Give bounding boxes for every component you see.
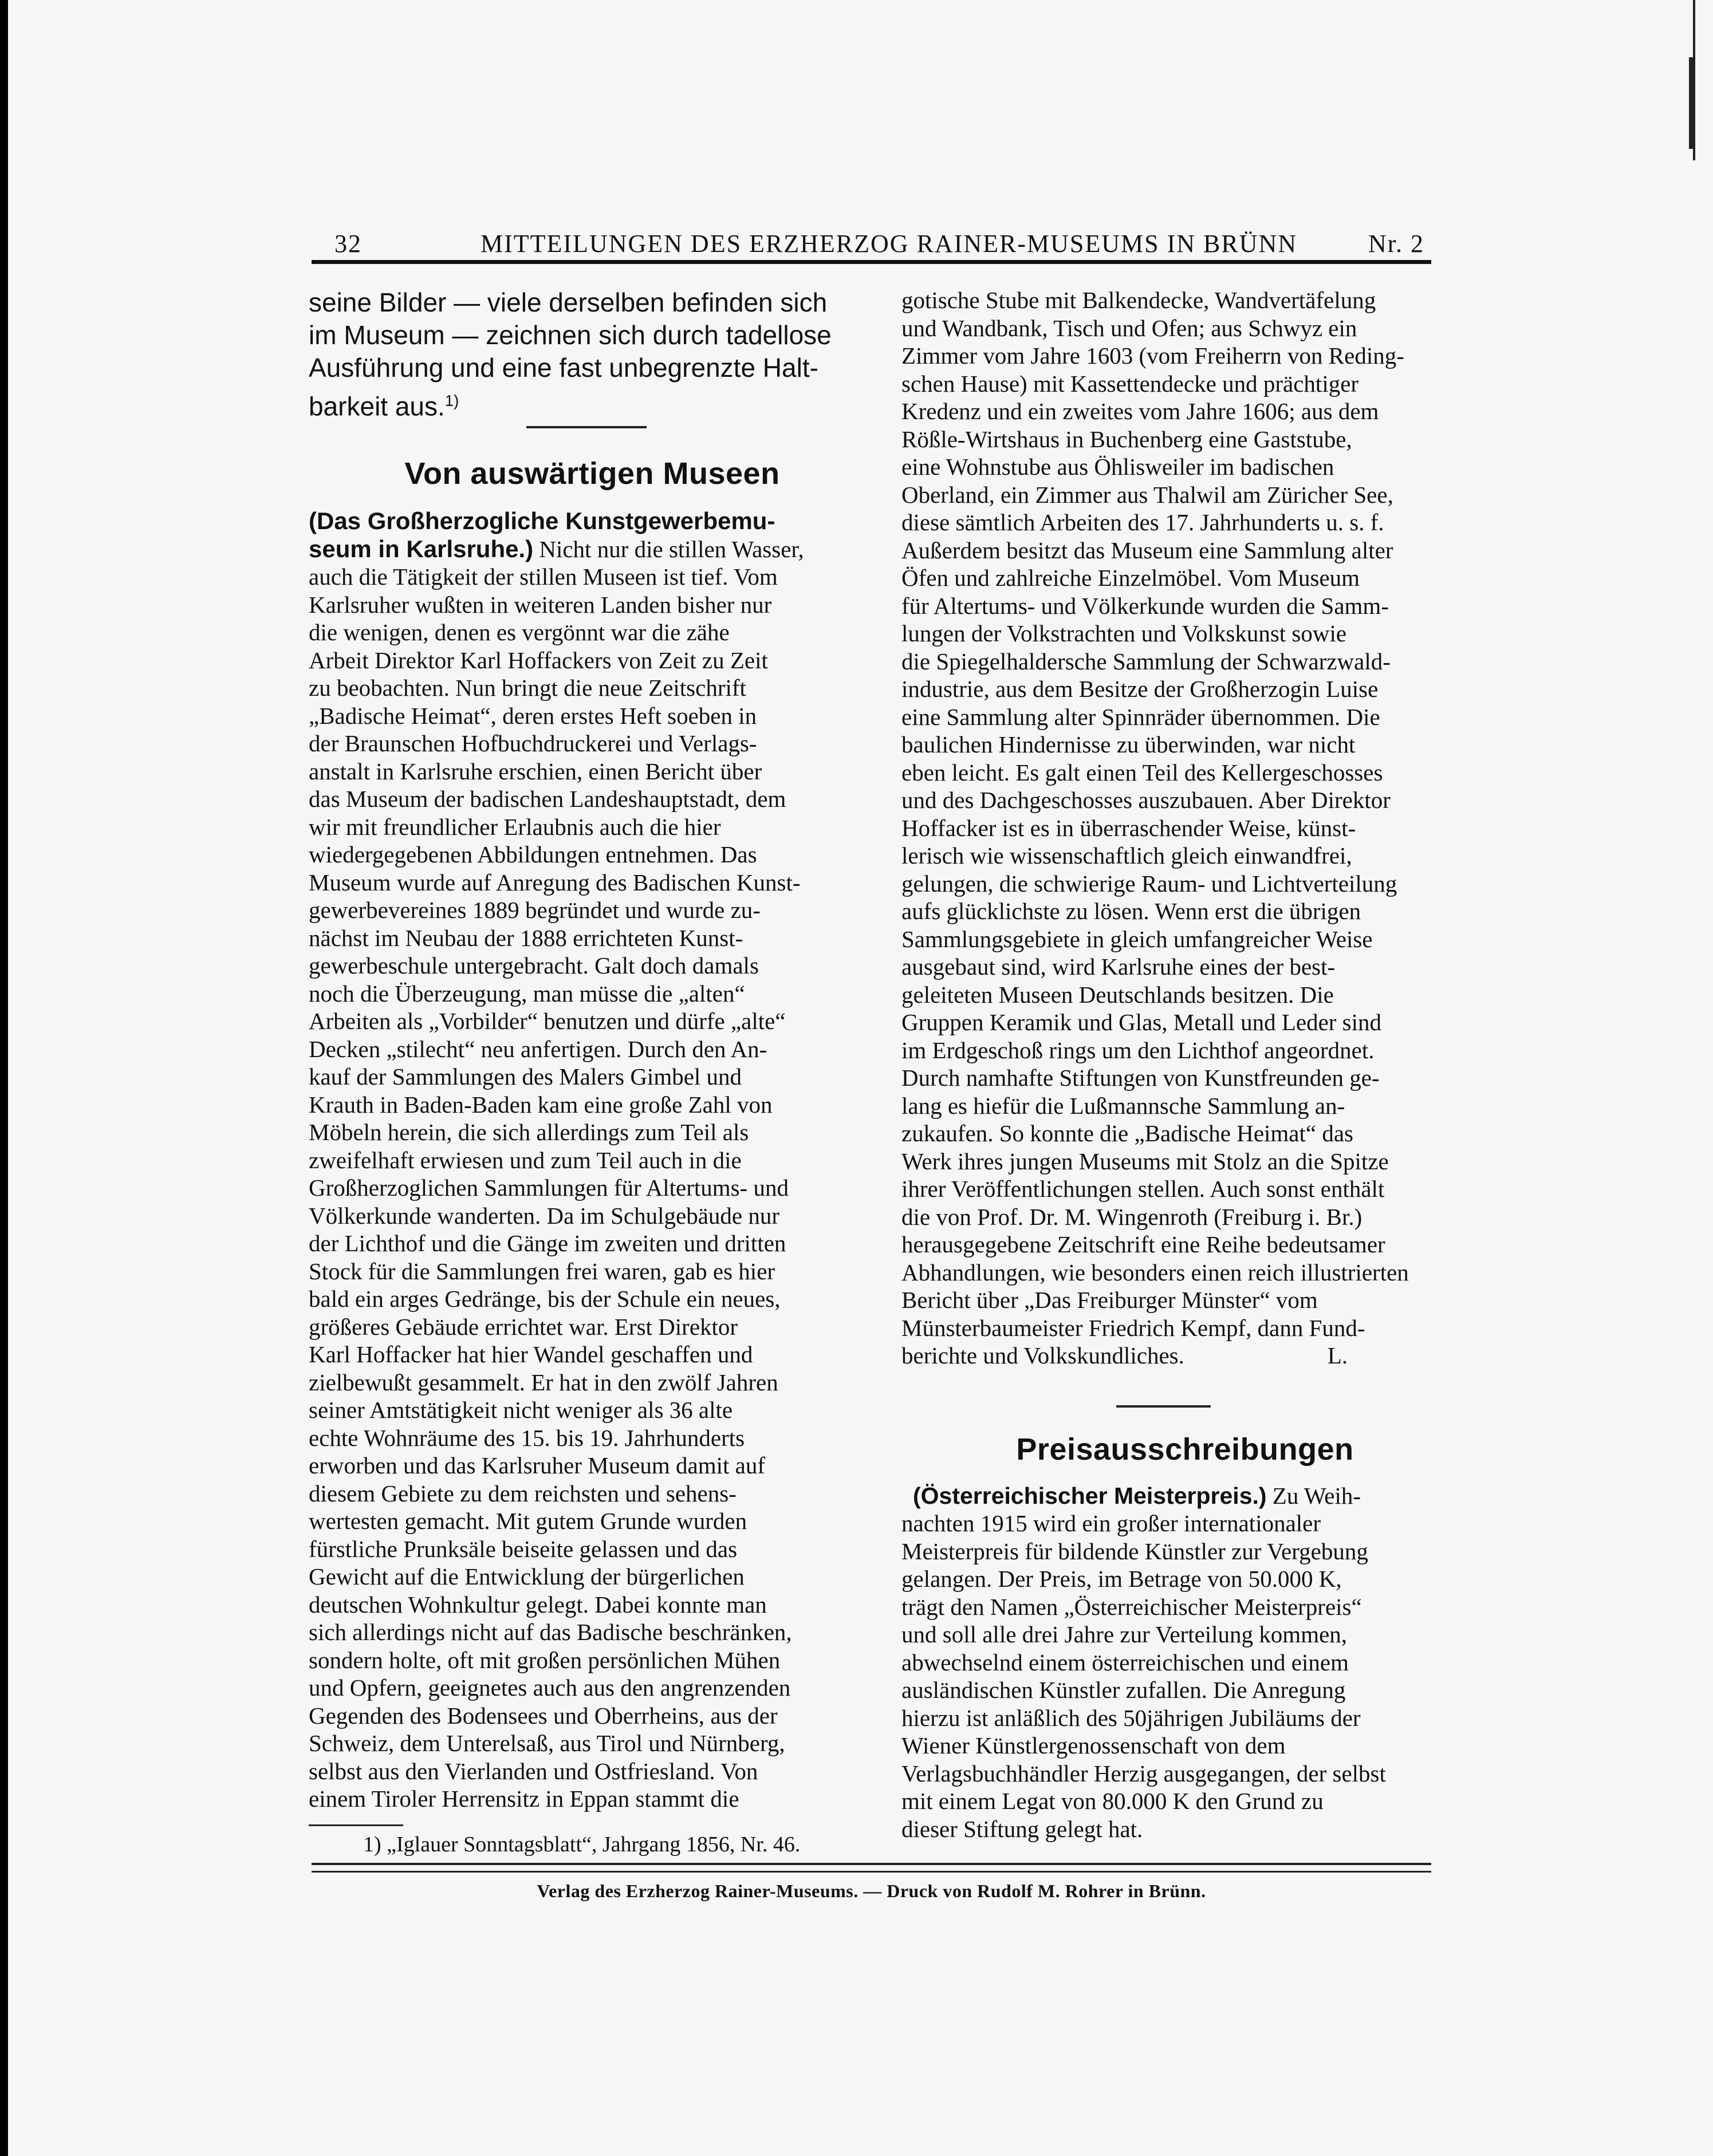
prize-body: Zu Weih- nachten 1915 wird ein großer internationaler Meisterpreis für bildende Künstler zur Vergebung gelangen. Der Preis, im Betrage von 50.000 K, trägt den Namen „Österreichischer Meisterpreis“ und soll alle drei Jahre zur Verteilung kommen, abwechselnd einem österreichischen und einem ausländischen Künstler zufallen. Die Anregung hierzu ist anläßlich des 50jährigen Jubiläums der Wiener Künstlergenossenschaft von dem Verlagsbuchhändler Herzig ausgegangen, der selbst mit einem Legat von 80.000 K den Grund zu dieser Stiftung gelegt hat. bbox=[901, 1482, 1386, 1842]
journal-title: MITTEILUNGEN DES ERZHERZOG RAINER-MUSEUMS IN BRÜNN bbox=[481, 230, 1298, 258]
footnote: 1) „Iglauer Sonntagsblatt“, Jahrgang 1856, Nr. 46. bbox=[363, 1832, 801, 1857]
museum-article-paragraph bbox=[309, 507, 876, 1813]
page-number: 32 bbox=[334, 230, 362, 258]
left-column bbox=[309, 286, 876, 1857]
section-divider bbox=[526, 426, 647, 428]
prize-lead: (Österreichischer Meisterpreis.) bbox=[913, 1482, 1267, 1509]
right-column bbox=[901, 286, 1468, 1843]
prize-article-paragraph bbox=[901, 1482, 1468, 1843]
article-lead: (Das Großherzogliche Kunstgewerbemu- seum in Karlsruhe.) bbox=[309, 507, 775, 562]
intro-paragraph bbox=[309, 286, 876, 423]
issue-number: Nr. 2 bbox=[1368, 230, 1424, 258]
article-body: Nicht nur die stillen Wasser, auch die Tätigkeit der stillen Museen ist tief. Vom Karlsruher wußten in weiteren Landen bisher nur die wenigen, denen es vergönnt war die zähe Arbeit Direktor Karl Hoffackers von Zeit zu Zeit zu beobachten. Nun bringt die neue Zeitschrift „Badische Heimat“, deren erstes Heft soeben in der Braunschen Hofbuchdruckerei und Verlags- anstalt in Karlsruhe erschien, einen Bericht über das Museum der badischen Landeshauptstadt, dem wir mit freundlicher Erlaubnis auch die hier wiedergegebenen Abbildungen entnehmen. Das Museum wurde auf Anregung des Badischen Kunst- gewerbevereines 1889 begründet und wurde zu- nächst im Neubau der 1888 errichteten Kunst- gewerbeschule untergebracht. Galt doch damals noch die Überzeugung, man müsse die „alten“ Arbeiten als „Vorbilder“ benutzen und dürfe „alte“ Decken „stilecht“ neu anfertigen. Durch den An- kauf der Sammlungen des Malers Gimbel und Krauth in Baden-Baden kam eine große Zahl von Möbeln herein, die sich allerdings zum Teil als zweifelhaft erwiesen und zum Teil auch in die Großherzoglichen Sammlungen für Altertums- und Völkerkunde wanderten. Da im Schulgebäude nur der Lichthof und die Gänge im zweiten und dritten Stock für die Sammlungen frei waren, gab es hier bald ein arges Gedränge, bis der Schule ein neues, größeres Gebäude errichtet war. Erst Direktor Karl Hoffacker hat hier Wandel geschaffen und zielbewußt gesammelt. Er hat in den zwölf Jahren seiner Amtstätigkeit nicht weniger als 36 alte echte Wohnräume des 15. bis 19. Jahrhunderts erworben und das Karlsruher Museum damit auf diesem Gebiete zu dem reichsten und sehens- wertesten gemacht. Mit gutem Grunde wurden fürstliche Prunksäle beiseite gelassen und das Gewicht auf die Entwicklung der bürgerlichen deutschen Wohnkultur gelegt. Dabei konnte man sich allerdings nicht auf das Badische beschränken, sondern holte, oft mit großen persönlichen Mühen und Opfern, geeignetes auch aus den angrenzenden Gegenden des Bodensees und Oberrheins, aus der Schweiz, dem Unterelsaß, aus Tirol und Nürnberg, selbst aus den Vierlanden und Ostfriesland. Von einem Tiroler Herrensitz in Eppan stammt die bbox=[309, 535, 804, 1812]
footnote-rule bbox=[309, 1824, 403, 1826]
intro-footnote-mark: 1) bbox=[444, 392, 459, 409]
page-edge-mark bbox=[1689, 57, 1694, 149]
article-signature: L. bbox=[1327, 1342, 1348, 1369]
intro-text: seine Bilder — viele derselben befinden sich im Museum — zeichnen sich durch tadellose Ausführung und eine fast unbegrenzte Halt- barkeit aus. bbox=[309, 287, 832, 421]
section-divider bbox=[1116, 1405, 1211, 1408]
running-header bbox=[312, 229, 1431, 264]
imprint-footer bbox=[312, 1863, 1431, 1902]
imprint-rule bbox=[312, 1871, 1431, 1873]
section-heading-museums: Von auswärtigen Museen bbox=[404, 456, 780, 491]
imprint-text: Verlag des Erzherzog Rainer-Museums. — Druck von Rudolf M. Rohrer in Brünn. bbox=[537, 1881, 1206, 1901]
scanned-page bbox=[8, 0, 1713, 2156]
section-heading-prizes: Preisausschreibungen bbox=[1016, 1432, 1354, 1467]
museum-article-continuation bbox=[901, 286, 1468, 1370]
article-continuation: gotische Stube mit Balkendecke, Wandvertäfelung und Wandbank, Tisch und Ofen; aus Schwyz ein Zimmer vom Jahre 1603 (vom Freiherrn von Reding- schen Hause) mit Kassettendecke und prächtiger Kredenz und ein zweites vom Jahre 1606; aus dem Rößle-Wirtshaus in Buchenberg eine Gaststube, eine Wohnstube aus Öhlisweiler im badischen Oberland, ein Zimmer aus Thalwil am Züricher See, diese sämtlich Arbeiten des 17. Jahrhunderts u. s. f. Außerdem besitzt das Museum eine Sammlung alter Öfen und zahlreiche Einzelmöbel. Vom Museum für Altertums- und Völkerkunde wurden die Samm- lungen der Volkstrachten und Volkskunst sowie die Spiegelhaldersche Sammlung der Schwarzwald- industrie, aus dem Besitze der Großherzogin Luise eine Sammlung alter Spinnräder übernommen. Die baulichen Hindernisse zu überwinden, war nicht eben leicht. Es galt einen Teil des Kellergeschosses und des Dachgeschosses auszubauen. Aber Direktor Hoffacker ist es in überraschender Weise, künst- lerisch wie wissenschaftlich gleich einwandfrei, gelungen, die schwierige Raum- und Lichtverteilung aufs glücklichste zu lösen. Wenn erst die übrigen Sammlungsgebiete in gleich umfangreicher Weise ausgebaut sind, wird Karlsruhe eines der best- geleiteten Museen Deutschlands besitzen. Die Gruppen Keramik und Glas, Metall und Leder sind im Erdgeschoß rings um den Lichthof angeordnet. Durch namhafte Stiftungen von Kunstfreunden ge- lang es hiefür die Lußmannsche Sammlung an- zukaufen. So konnte die „Badische Heimat“ das Werk ihres jungen Museums mit Stolz an die Spitze ihrer Veröffentlichungen stellen. Auch sonst enthält die von Prof. Dr. M. Wingenroth (Freiburg i. Br.) herausgegebene Zeitschrift eine Reihe bedeutsamer Abhandlungen, wie besonders einen reich illustrierten Bericht über „Das Freiburger Münster“ vom Münsterbaumeister Friedrich Kempf, dann Fund- berichte und Volkskundliches. bbox=[901, 287, 1409, 1369]
